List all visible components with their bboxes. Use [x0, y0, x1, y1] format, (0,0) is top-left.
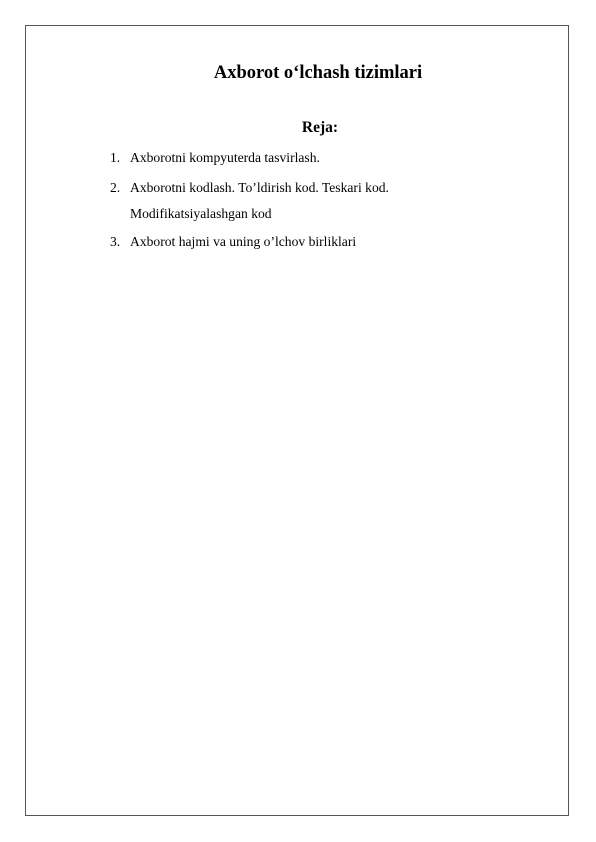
plan-item-3: [110, 232, 552, 252]
plan-word: kodlash.: [189, 180, 235, 195]
plan-item-line-2: Modifikatsiyalashgan kod: [130, 206, 272, 221]
plan-item-number: 3.: [110, 234, 121, 249]
plan-word: kod.: [294, 180, 319, 195]
document-title: Axborot o‘lchash tizimlari: [213, 63, 423, 83]
plan-word: Axborotni: [130, 180, 186, 195]
plan-item-1: [110, 148, 552, 168]
plan-item-number: 2.: [110, 180, 121, 195]
plan-heading: Reja:: [301, 119, 339, 136]
plan-item-2: [110, 178, 552, 224]
plan-list: [110, 148, 552, 262]
plan-item-text: Axborot hajmi va uning o’lchov birliklari: [130, 234, 357, 249]
plan-item-text: Axborotni kompyuterda tasvirlash.: [130, 150, 320, 165]
plan-item-number: 1.: [110, 150, 121, 165]
plan-item-line-1: [130, 178, 552, 198]
page-border: [25, 25, 569, 816]
plan-word: kod.: [365, 180, 389, 195]
title-container: [0, 60, 596, 86]
plan-word: Teskari: [321, 180, 362, 195]
plan-word: To’ldirish: [238, 180, 292, 195]
